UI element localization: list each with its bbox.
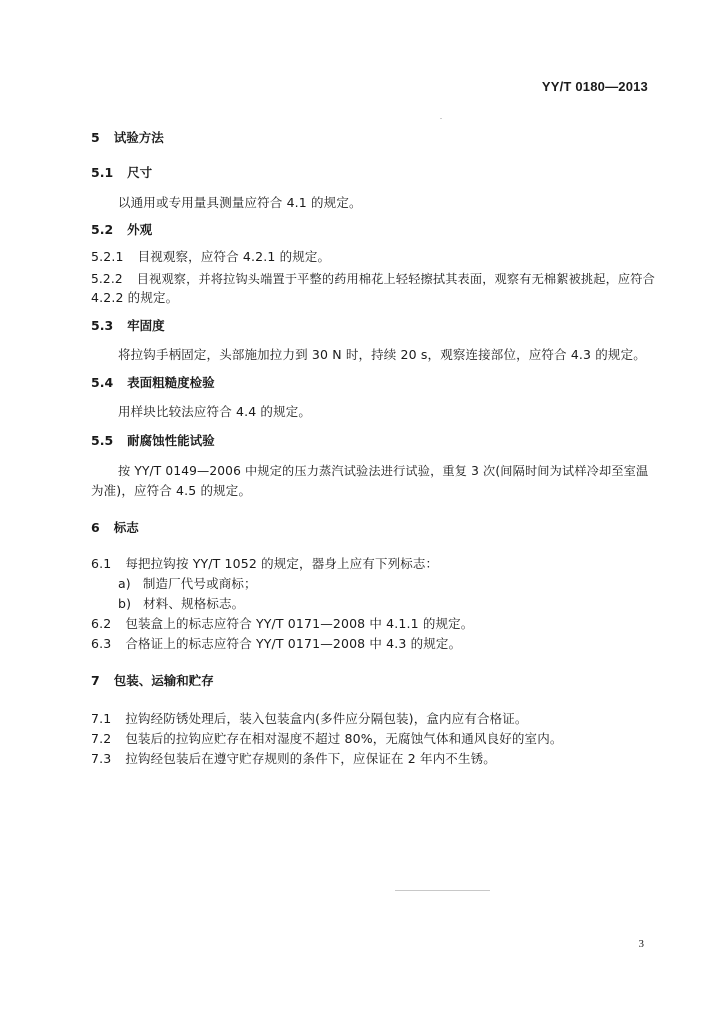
section-5-2-2-line2: 4.2.2 的规定。 xyxy=(91,290,179,305)
section-number: 5.2.2 xyxy=(91,272,123,286)
section-title: 标志 xyxy=(113,520,139,535)
section-7-2 xyxy=(91,731,563,747)
section-title: 耐腐蚀性能试验 xyxy=(127,433,215,448)
section-6-2 xyxy=(91,616,473,632)
list-item-text: 材料、规格标志。 xyxy=(143,596,245,611)
section-number: 5.3 xyxy=(91,318,114,333)
scan-artifact xyxy=(440,118,442,119)
page-number: 3 xyxy=(638,938,644,950)
section-text: 合格证上的标志应符合 YY/T 0171—2008 中 4.3 的规定。 xyxy=(125,636,462,651)
section-number: 7 xyxy=(91,673,100,688)
list-item-text: 制造厂代号或商标； xyxy=(142,576,257,591)
list-item xyxy=(118,596,244,612)
section-6-1 xyxy=(91,556,438,572)
section-5-2-1 xyxy=(91,249,330,265)
section-text: 包装盒上的标志应符合 YY/T 0171—2008 中 4.1.1 的规定。 xyxy=(125,616,474,631)
section-5-4-heading xyxy=(91,375,215,391)
section-number: 5.2 xyxy=(91,222,114,237)
section-5-3-text: 将拉钩手柄固定，头部施加拉力到 30 N 时，持续 20 s，观察连接部位，应符合 4.3 的规定。 xyxy=(118,347,646,362)
section-7-3 xyxy=(91,751,496,767)
section-text: 拉钩经包装后在遵守贮存规则的条件下，应保证在 2 年内不生锈。 xyxy=(125,751,496,766)
scan-artifact xyxy=(395,890,490,891)
list-item xyxy=(118,576,257,592)
section-5-5-line1: 按 YY/T 0149—2006 中规定的压力蒸汽试验法进行试验，重复 3 次(间隔时间为试样冷却至室温 xyxy=(118,464,649,478)
section-title: 外观 xyxy=(127,222,153,237)
section-number: 5 xyxy=(91,130,100,145)
section-text: 每把拉钩按 YY/T 1052 的规定，器身上应有下列标志： xyxy=(125,556,439,571)
section-number: 5.1 xyxy=(91,165,114,180)
standard-code-header: YY/T 0180—2013 xyxy=(541,79,648,94)
section-number: 7.3 xyxy=(91,751,112,766)
section-number: 5.4 xyxy=(91,375,114,390)
section-6-3 xyxy=(91,636,461,652)
section-number: 7.1 xyxy=(91,711,112,726)
section-number: 5.5 xyxy=(91,433,114,448)
section-number: 6.1 xyxy=(91,556,112,571)
section-7-1 xyxy=(91,711,528,727)
section-title: 包装、运输和贮存 xyxy=(113,673,214,688)
section-text: 拉钩经防锈处理后，装入包装盒内(多件应分隔包装)，盒内应有合格证。 xyxy=(125,711,528,726)
section-title: 试验方法 xyxy=(113,130,164,145)
section-title: 表面粗糙度检验 xyxy=(127,375,215,390)
section-number: 6.2 xyxy=(91,616,112,631)
section-title: 牢固度 xyxy=(127,318,165,333)
section-5-2-heading xyxy=(91,222,152,238)
section-5-5-line2: 为准)，应符合 4.5 的规定。 xyxy=(91,483,252,498)
section-5-2-2 xyxy=(91,271,655,287)
list-marker: a) xyxy=(118,576,131,591)
section-text: 目视观察，应符合 4.2.1 的规定。 xyxy=(137,249,331,264)
section-title: 尺寸 xyxy=(127,165,153,180)
section-5-1-heading xyxy=(91,165,152,181)
section-number: 6.3 xyxy=(91,636,112,651)
section-number: 7.2 xyxy=(91,731,112,746)
section-7-heading xyxy=(91,673,214,689)
section-5-5-heading xyxy=(91,433,215,449)
section-text-line1: 目视观察，并将拉钩头端置于平整的药用棉花上轻轻擦拭其表面，观察有无棉絮被挑起，应符合 xyxy=(136,272,655,286)
section-number: 6 xyxy=(91,520,100,535)
section-number: 5.2.1 xyxy=(91,249,124,264)
section-5-4-text: 用样块比较法应符合 4.4 的规定。 xyxy=(118,404,312,419)
section-text: 包装后的拉钩应贮存在相对湿度不超过 80%，无腐蚀气体和通风良好的室内。 xyxy=(125,731,563,746)
section-5-1-text: 以通用或专用量具测量应符合 4.1 的规定。 xyxy=(118,195,362,210)
section-5-3-heading xyxy=(91,318,165,334)
list-marker: b) xyxy=(118,596,132,611)
section-6-heading xyxy=(91,520,139,536)
section-5-heading xyxy=(91,130,164,146)
